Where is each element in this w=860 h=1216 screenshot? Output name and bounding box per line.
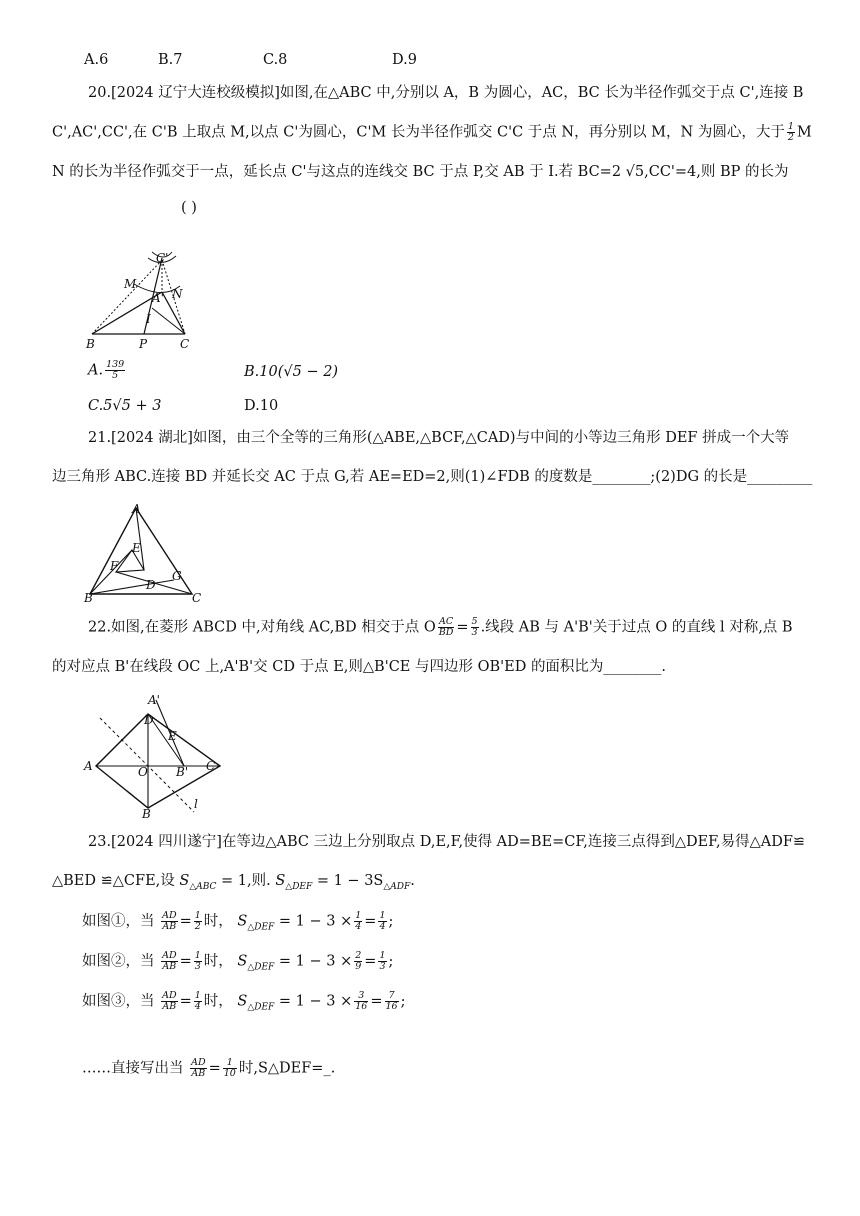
label-i: I bbox=[146, 312, 151, 326]
label-c: C bbox=[192, 591, 202, 604]
label-b: B bbox=[86, 337, 95, 351]
q22-figure bbox=[82, 690, 232, 820]
q20-option-c: C.5√5 + 3 bbox=[88, 398, 162, 414]
label-d: D bbox=[144, 713, 154, 727]
q20-option-b: B.10(√5 − 2) bbox=[244, 364, 339, 380]
q20-text-line2: C',AC',CC',在 C'B 上取点 M,以点 C'为圆心，C'M 长为半径作弧交 C'C 于点 N，再分别以 M，N 为圆心，大于 $\frac{1}{2}$ M bbox=[52, 121, 812, 143]
q21-figure bbox=[82, 500, 202, 604]
label-b: B bbox=[142, 807, 151, 820]
label-e: E bbox=[168, 729, 177, 743]
q20-text-line3: N 的长为半径作弧交于一点，延长点 C'与这点的连线交 BC 于点 P,交 AB 于 I.若 BC=2 √5,CC'=4,则 BP 的长为 bbox=[52, 164, 789, 180]
label-a-prime: A' bbox=[152, 291, 164, 305]
q23-case-3: 如图③，当 $\frac{AD}{AB}$ = $\frac{1}{4}$ 时， $S_{\triangle DEF} = 1 - 3$ × $\frac{3}{16}$ = $\frac{7}{16}$ ; bbox=[82, 990, 406, 1013]
q20-answer-paren: ( ) bbox=[181, 200, 197, 216]
q19-option-b: B.7 bbox=[158, 52, 183, 68]
q20-option-a: A. $\frac{139}{5}$ bbox=[88, 359, 125, 381]
q22-text-line2: 的对应点 B'在线段 OC 上,A'B'交 CD 于点 E,则△B'CE 与四边形 OB'ED 的面积比为________. bbox=[52, 659, 667, 675]
q22-text-line1: 22.如图,在菱形 ABCD 中,对角线 AC,BD 相交于点 O $\frac{AC}{BD}$ = $\frac{5}{3}$ .线段 AB 与 A'B'关于过点 O 的直线 l 对称,点 B bbox=[88, 616, 793, 638]
label-l: l bbox=[194, 797, 198, 811]
label-p: P bbox=[139, 337, 148, 351]
q23-final: ……直接写出当 $\frac{AD}{AB}$ = $\frac{1}{10}$ 时,S△DEF=_. bbox=[82, 1057, 336, 1079]
q23-case-1: 如图①，当 $\frac{AD}{AB}$ = $\frac{1}{2}$ 时， $S_{\triangle DEF} = 1 - 3$ × $\frac{1}{4}$ = $\frac{1}{4}$ ; bbox=[82, 910, 394, 933]
q23-case-2: 如图②，当 $\frac{AD}{AB}$ = $\frac{1}{3}$ 时， $S_{\triangle DEF} = 1 - 3$ × $\frac{2}{9}$ = $\frac{1}{3}$ ; bbox=[82, 950, 394, 973]
label-f: F bbox=[110, 559, 119, 573]
label-b-prime: B' bbox=[176, 765, 189, 779]
q19-option-a: A.6 bbox=[84, 52, 109, 68]
q23-text-line1: 23.[2024 四川遂宁]在等边△ABC 三边上分别取点 D,E,F,使得 AD=BE=CF,连接三点得到△DEF,易得△ADF≌ bbox=[88, 834, 806, 850]
q19-option-c: C.8 bbox=[263, 52, 288, 68]
q21-text-line1: 21.[2024 湖北]如图，由三个全等的三角形(△ABE,△BCF,△CAD)与中间的小等边三角形 DEF 拼成一个大等 bbox=[88, 430, 790, 446]
q23-text-line2: △BED ≌△CFE,设 $S_{\triangle ABC} = 1$,则. $S_{\triangle DEF} = 1 - 3S_{\triangle ADF}$. bbox=[52, 873, 415, 892]
q19-option-d: D.9 bbox=[392, 52, 417, 68]
q20-option-d: D.10 bbox=[244, 398, 279, 414]
label-o: O bbox=[138, 765, 148, 779]
q20-text-line1: 20.[2024 辽宁大连校级模拟]如图,在△ABC 中,分别以 A，B 为圆心，AC，BC 长为半径作弧交于点 C',连接 B bbox=[88, 85, 804, 101]
label-n: N bbox=[172, 287, 183, 301]
q20-figure bbox=[82, 248, 202, 352]
label-c: C bbox=[206, 759, 216, 773]
label-m: M bbox=[124, 277, 137, 291]
q21-text-line2: 边三角形 ABC.连接 BD 并延长交 AC 于点 G,若 AE=ED=2,则(1)∠FDB 的度数是________;(2)DG 的长是_________ bbox=[52, 469, 813, 485]
half-fraction: $\frac{1}{2}$ bbox=[787, 121, 794, 143]
label-a-prime: A' bbox=[148, 693, 160, 707]
label-a: A bbox=[132, 502, 141, 516]
label-a: A bbox=[84, 759, 93, 773]
label-g: G bbox=[172, 569, 182, 583]
label-c-prime: C' bbox=[156, 251, 169, 265]
label-b: B bbox=[84, 591, 93, 604]
label-d: D bbox=[146, 578, 156, 592]
label-e: E bbox=[132, 541, 141, 555]
label-c: C bbox=[180, 337, 190, 351]
